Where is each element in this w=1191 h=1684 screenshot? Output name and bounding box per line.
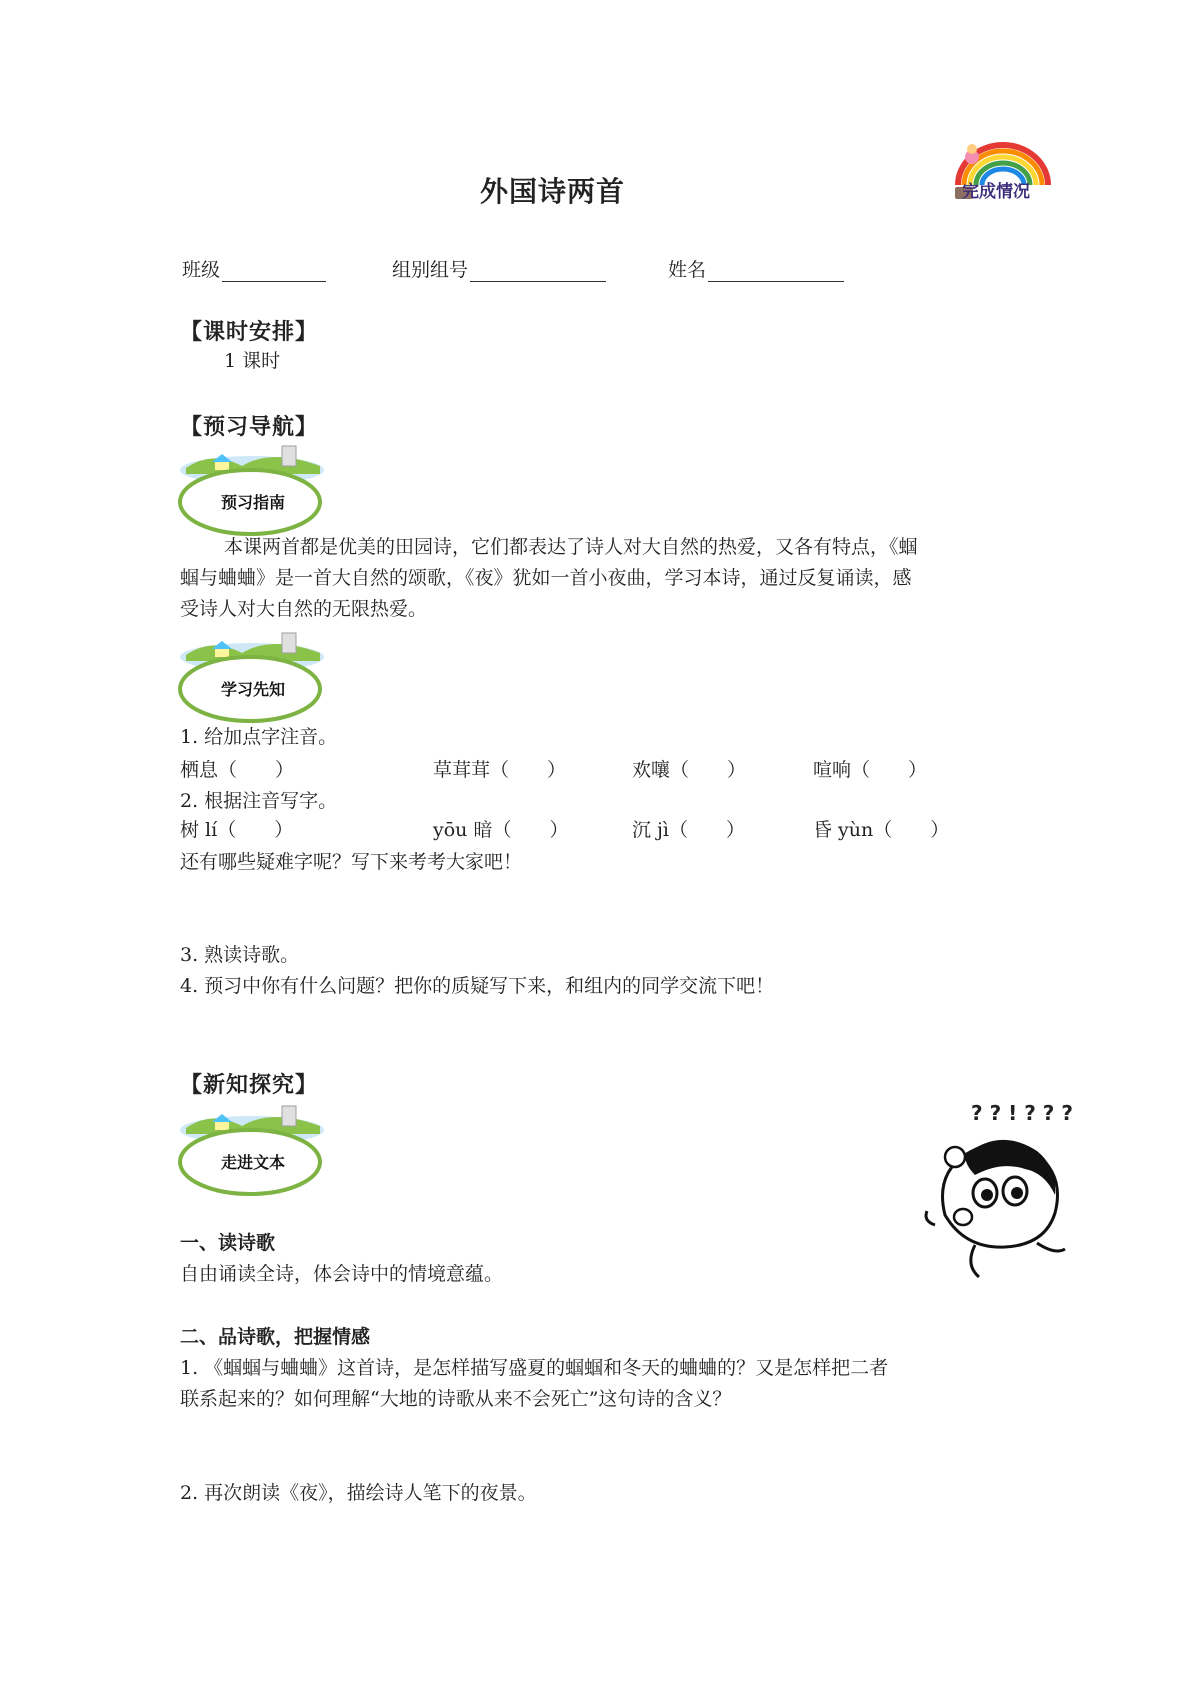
q1-item: 欢嚷（ ）	[632, 759, 747, 781]
part-2-question-1-line-1: 1. 《蝈蝈与蛐蛐》这首诗，是怎样描写盛夏的蝈蝈和冬天的蛐蛐的？又是怎样把二者	[180, 1357, 889, 1379]
guide-text-line-1: 本课两首都是优美的田园诗，它们都表达了诗人对大自然的热爱，又各有特点，《蝈	[224, 536, 918, 558]
group-label: 组别组号	[392, 259, 469, 281]
part-1-title: 一、读诗歌	[180, 1232, 276, 1254]
rainbow-badge-label: 完成情况	[962, 182, 1030, 202]
q1-item: 栖息（ ）	[180, 759, 295, 781]
q2-item: 树 lí（ ）	[180, 819, 294, 841]
q2-item: 昏 yùn（ ）	[813, 819, 950, 841]
part-2-question-2: 2. 再次朗读《夜》，描绘诗人笔下的夜景。	[180, 1482, 537, 1504]
prior-knowledge-badge	[172, 627, 332, 727]
part-2-question-1-line-2: 联系起来的？如何理解“大地的诗歌从来不会死亡”这句诗的含义？	[180, 1388, 732, 1410]
question-2: 2. 根据注音写字。	[180, 790, 338, 812]
explore-heading: 【新知探究】	[180, 1072, 319, 1098]
name-field	[668, 255, 844, 282]
preview-heading: 【预习导航】	[180, 414, 319, 440]
group-input-line[interactable]	[470, 261, 606, 282]
page-title: 外国诗两首	[479, 175, 625, 208]
q2-item: 沉 jì（ ）	[632, 819, 746, 841]
guide-text-line-3: 受诗人对大自然的无限热爱。	[180, 598, 428, 620]
group-field	[392, 255, 606, 282]
guide-text-line-2: 蝈与蛐蛐》是一首大自然的颂歌，《夜》犹如一首小夜曲，学习本诗，通过反复诵读，感	[180, 567, 912, 589]
name-input-line[interactable]	[708, 261, 844, 282]
prior-knowledge-badge-label: 学习先知	[220, 680, 285, 699]
preview-guide-badge-label: 预习指南	[220, 493, 285, 512]
class-label: 班级	[182, 259, 221, 281]
part-1-text: 自由诵读全诗，体会诗中的情境意蕴。	[180, 1263, 504, 1285]
thinking-cartoon	[905, 1095, 1075, 1280]
class-input-line[interactable]	[222, 261, 326, 282]
preview-guide-badge	[172, 440, 332, 540]
enter-text-badge	[172, 1100, 332, 1200]
part-2-title: 二、品诗歌，把握情感	[180, 1326, 371, 1348]
extra-prompt: 还有哪些疑难字呢？写下来考考大家吧！	[180, 851, 523, 873]
name-label: 姓名	[668, 259, 707, 281]
lesson-heading: 【课时安排】	[180, 319, 319, 345]
lesson-duration: 1 课时	[224, 350, 281, 372]
enter-text-badge-label: 走进文本	[220, 1153, 285, 1172]
class-field	[182, 255, 326, 282]
q2-item: yōu 暗（ ）	[433, 819, 569, 841]
q1-item: 草茸茸（ ）	[433, 759, 567, 781]
question-1: 1. 给加点字注音。	[180, 726, 338, 748]
question-3: 3. 熟读诗歌。	[180, 944, 300, 966]
question-marks: ? ? ! ? ? ?	[971, 1101, 1073, 1125]
rainbow-completion-badge	[950, 135, 1055, 205]
question-4: 4. 预习中你有什么问题？把你的质疑写下来，和组内的同学交流下吧！	[180, 975, 775, 997]
q1-item: 喧响（ ）	[813, 759, 928, 781]
